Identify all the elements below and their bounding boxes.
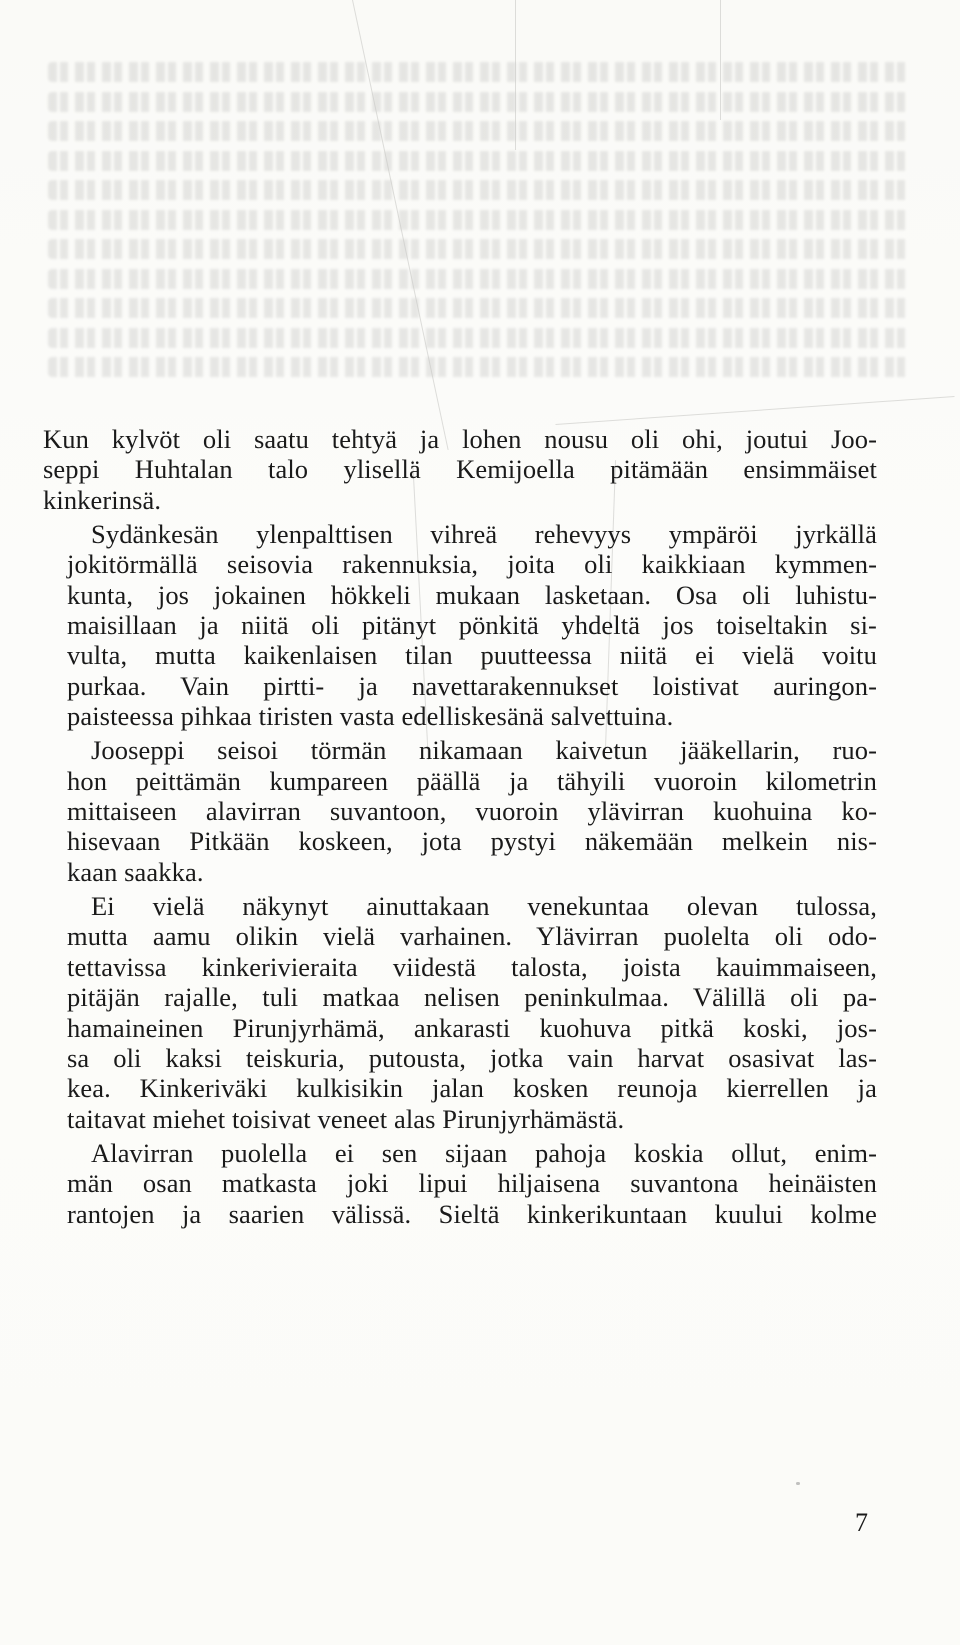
text-line: taitavat miehet toisivat veneet alas Pirunjyrhämästä. — [67, 1103, 625, 1134]
paper-crease — [515, 0, 516, 150]
paragraph — [43, 735, 877, 887]
paragraph — [43, 1138, 877, 1229]
text-line: vulta, mutta kaikenlaisen tilan puutteessa niitä ei vielä voitu — [67, 640, 877, 671]
text-line: tettavissa kinkerivieraita viidestä talosta, joista kauimmaiseen, — [67, 951, 877, 982]
text-line: mutta aamu olikin vielä varhainen. Ylävirran puolelta oli odo- — [67, 921, 877, 952]
body-text — [43, 424, 877, 1233]
text-line: kinkerinsä. — [43, 484, 162, 515]
text-line: hamaineinen Pirunjyrhämä, ankarasti kuohuva pitkä koski, jos- — [67, 1012, 877, 1043]
text-line: kaan saakka. — [67, 856, 204, 887]
text-line: män osan matkasta joki lipui hiljaisena suvantona heinäisten — [67, 1168, 877, 1199]
text-line: hon peittämän kumpareen päällä ja tähyili vuoroin kilometrin — [67, 765, 877, 796]
paragraph — [43, 424, 877, 515]
text-line: paisteessa pihkaa tiristen vasta edelliskesänä salvettuina. — [67, 701, 674, 732]
text-line: pitäjän rajalle, tuli matkaa nelisen peninkulmaa. Välillä oli pa- — [67, 982, 877, 1013]
text-line: seppi Huhtalan talo ylisellä Kemijoella pitämään ensimmäiset — [43, 454, 877, 485]
text-line: maisillaan ja niitä oli pitänyt pönkitä yhdeltä jos toiseltakin si- — [67, 610, 877, 641]
paragraph — [43, 891, 877, 1134]
text-line: kea. Kinkeriväki kulkisikin jalan kosken reunoja kierrellen ja — [67, 1073, 877, 1104]
paper-speck — [796, 1482, 800, 1485]
text-line: Kun kylvöt oli saatu tehtyä ja lohen nousu oli ohi, joutui Joo- — [43, 424, 877, 454]
text-line: rantojen ja saarien välissä. Sieltä kinkerikuntaan kuului kolme — [67, 1198, 877, 1229]
paper-crease — [720, 0, 721, 120]
text-line: Ei vielä näkynyt ainuttakaan venekuntaa olevan tulossa, — [91, 890, 877, 921]
text-line: purkaa. Vain pirtti- ja navettarakennukset loistivat auringon- — [67, 670, 877, 701]
text-line: jokitörmällä seisovia rakennuksia, joita oli kaikkiaan kymmen- — [67, 549, 877, 580]
text-line: Jooseppi seisoi törmän nikamaan kaivetun jääkellarin, ruo- — [91, 735, 877, 766]
text-line: hisevaan Pitkään koskeen, jota pystyi näkemään melkein nis- — [67, 826, 877, 857]
text-line: Alavirran puolella ei sen sijaan pahoja koskia ollut, enim- — [91, 1137, 877, 1168]
text-line: mittaiseen alavirran suvantoon, vuoroin ylävirran kuohuina ko- — [67, 796, 877, 827]
text-line: kunta, jos jokainen hökkeli mukaan lasketaan. Osa oli luhistu- — [67, 579, 877, 610]
text-line: sa oli kaksi teiskuria, putousta, jotka vain harvat osasivat las- — [67, 1042, 877, 1073]
paragraph — [43, 519, 877, 732]
reverse-side-bleed-through — [48, 62, 908, 402]
text-line: Sydänkesän ylenpalttisen vihreä rehevyys ympäröi jyrkällä — [91, 518, 877, 549]
page-number: 7 — [855, 1508, 868, 1537]
